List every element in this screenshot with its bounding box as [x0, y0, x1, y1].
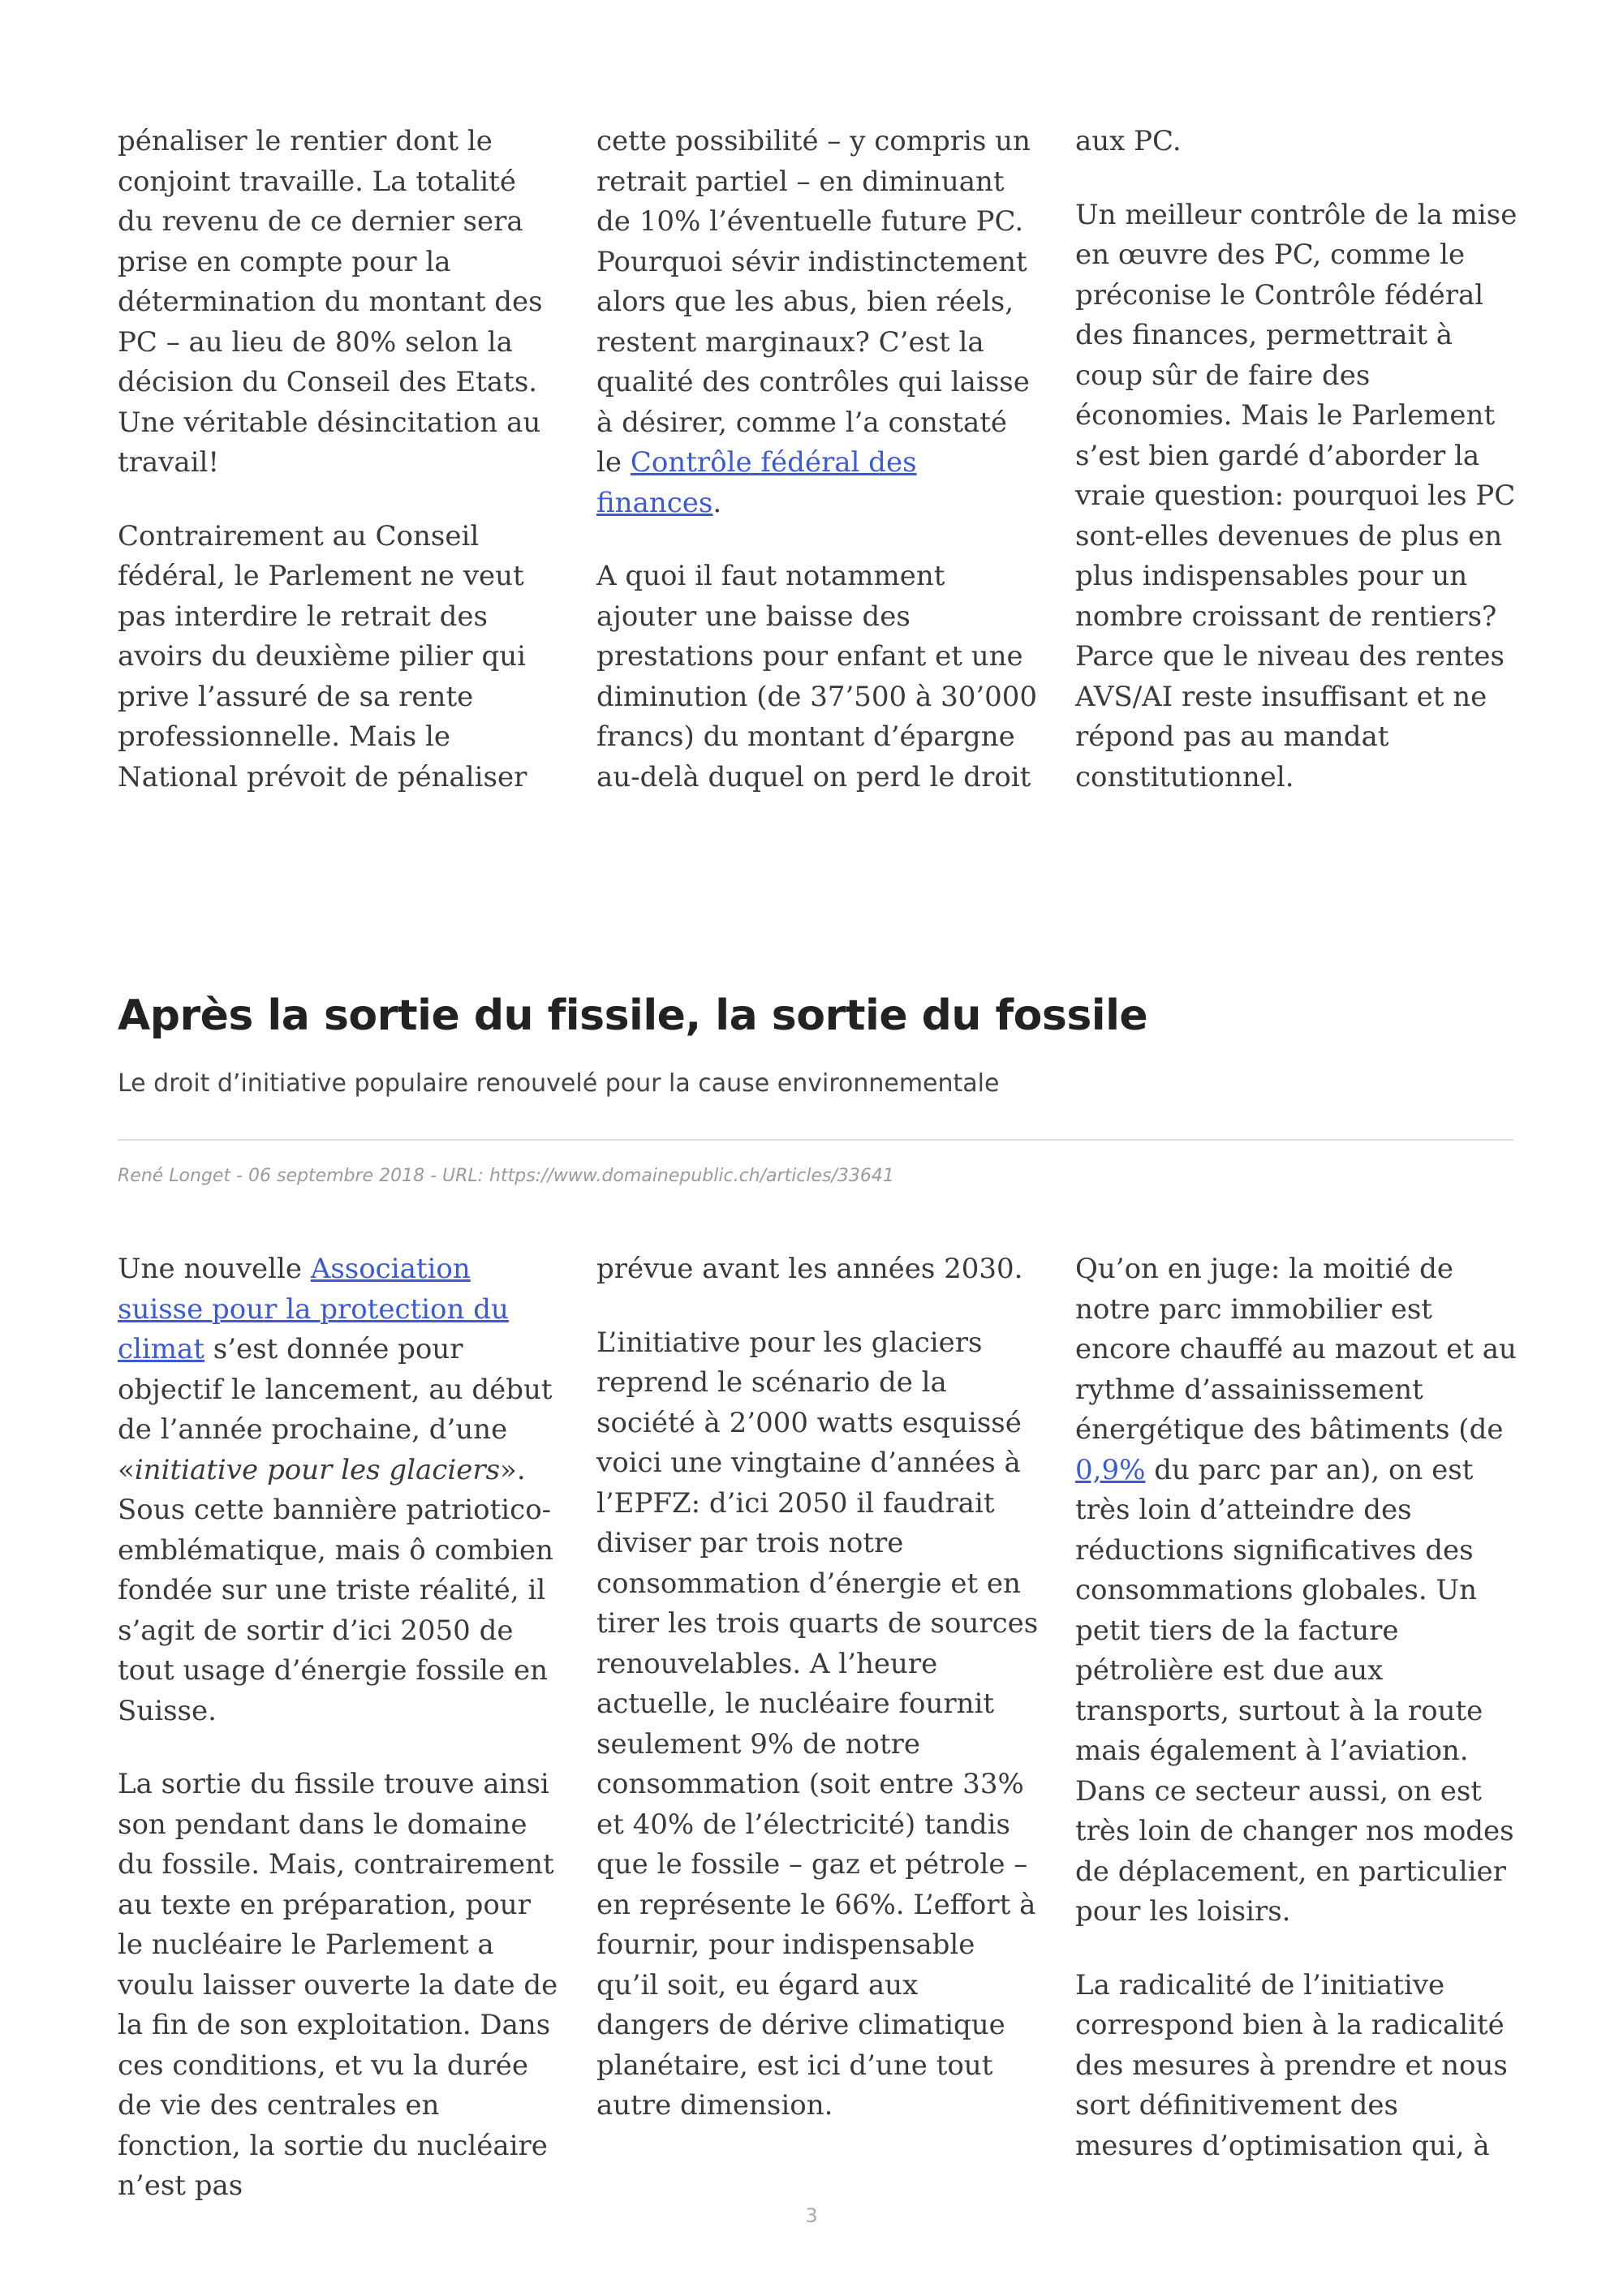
article-columns — [118, 1249, 1517, 2207]
paragraph: Un meilleur contrôle de la mise en œuvre des PC, comme le préconise le Contrôle fédéral des finances, permettrait à coup sûr de faire des économies. Mais le Parlement s’est bien gardé d’aborder la vraie question: pourquoi les PC sont-elles devenues de plus en plus indispensables pour un nombre croissant de rentiers? Parce que le niveau des rentes AVS/AI reste insuffisant et ne répond pas au mandat constitutionnel. — [1075, 198, 1518, 793]
association-climat-link[interactable]: Association suisse pour la protection du climat — [118, 1253, 509, 1365]
controle-federal-link[interactable]: Contrôle fédéral des finances — [596, 446, 917, 519]
paragraph — [1075, 1249, 1518, 1933]
text: Qu’on en juge: la moitié de notre parc immobilier est encore chauffé au mazout et au rythme d’assainissement énergétique des bâtiments (de — [1075, 1253, 1517, 1446]
text: s’est donnée pour objectif le lancement, au début de l’année prochaine, d’une « — [118, 1333, 553, 1486]
paragraph: La sortie du fissile trouve ainsi son pendant dans le domaine du fossile. Mais, contrairement au texte en préparation, pour le nucléaire le Parlement a voulu laisser ouverte la date de la fin de son exploitation. Dans ces conditions, et vu la durée de vie des centrales en fonction, la sortie du nucléaire n’est pas — [118, 1768, 558, 2202]
previous-article-columns — [118, 122, 1518, 798]
column-2 — [596, 1249, 1039, 2207]
percentage-link[interactable]: 0,9% — [1075, 1453, 1146, 1486]
article-meta: René Longet - 06 septembre 2018 - URL: https://www.domainepublic.ch/articles/33641 — [118, 1166, 894, 1186]
paragraph — [596, 122, 1039, 523]
column-2 — [596, 122, 1039, 798]
paragraph: prévue avant les années 2030. — [596, 1253, 1023, 1285]
column-1 — [118, 1249, 560, 2207]
paragraph: aux PC. — [1075, 125, 1182, 157]
paragraph — [118, 1249, 560, 1731]
paragraph: Contrairement au Conseil fédéral, le Parlement ne veut pas interdire le retrait des avoirs du deuxième pilier qui prive l’assuré de sa rente professionnelle. Mais le National prévoit de pénaliser — [118, 519, 527, 793]
page-number: 3 — [805, 2204, 818, 2227]
column-1 — [118, 122, 560, 798]
article-subtitle: Le droit d’initiative populaire renouvelé pour la cause environnementale — [118, 1069, 1000, 1098]
text: du parc par an), on est très loin d’atteindre des réductions significatives des consommations globales. Un petit tiers de la facture pétrolière est due aux transports, surtout à la route mais également à l’aviation. Dans ce secteur aussi, on est très loin de changer nos modes de déplacement, en particulier pour les loisirs. — [1075, 1453, 1514, 1928]
article-title: Après la sortie du fissile, la sortie du fossile — [118, 991, 1148, 1040]
text: Une nouvelle — [118, 1253, 311, 1285]
text: . — [712, 486, 722, 519]
column-3 — [1075, 122, 1518, 798]
paragraph: L’initiative pour les glaciers reprend le scénario de la société à 2’000 watts esquissé voici une vingtaine d’années à l’EPFZ: d’ici 2050 il faudrait diviser par trois notre consommation d’énergie et en tirer les trois quarts de sources renouvelables. A l’heure actuelle, le nucléaire fournit seulement 9% de notre consommation (soit entre 33% et 40% de l’électricité) tandis que le fossile – gaz et pétrole – en représente le 66%. L’effort à fournir, pour indispensable qu’il soit, eu égard aux dangers de dérive climatique planétaire, est ici d’une tout autre dimension. — [596, 1326, 1039, 2122]
paragraph: pénaliser le rentier dont le conjoint travaille. La totalité du revenu de ce dernier sera prise en compte pour la détermination du montant des PC – au lieu de 80% selon la décision du Conseil des Etats. Une véritable désincitation au travail! — [118, 125, 543, 479]
column-3 — [1075, 1249, 1518, 2207]
divider — [118, 1139, 1513, 1141]
italic-text: initiative pour les glaciers — [134, 1453, 501, 1486]
text: cette possibilité – y compris un retrait partiel – en diminuant de 10% l’éventuelle future PC. Pourquoi sévir indistinctement alors que les abus, bien réels, restent marginaux? C’est la qualité des contrôles qui laisse à désirer, comme l’a constaté le — [596, 125, 1031, 479]
paragraph: A quoi il faut notamment ajouter une baisse des prestations pour enfant et une diminution (de 37’500 à 30’000 francs) du montant d’épargne au-delà duquel on perd le droit — [596, 560, 1038, 793]
text: ». Sous cette bannière patriotico-emblématique, mais ô combien fondée sur une triste réalité, il s’agit de sortir d’ici 2050 de tout usage d’énergie fossile en Suisse. — [118, 1453, 553, 1727]
paragraph: La radicalité de l’initiative correspond bien à la radicalité des mesures à prendre et nous sort définitivement des mesures d’optimisation qui, à — [1075, 1968, 1508, 2162]
